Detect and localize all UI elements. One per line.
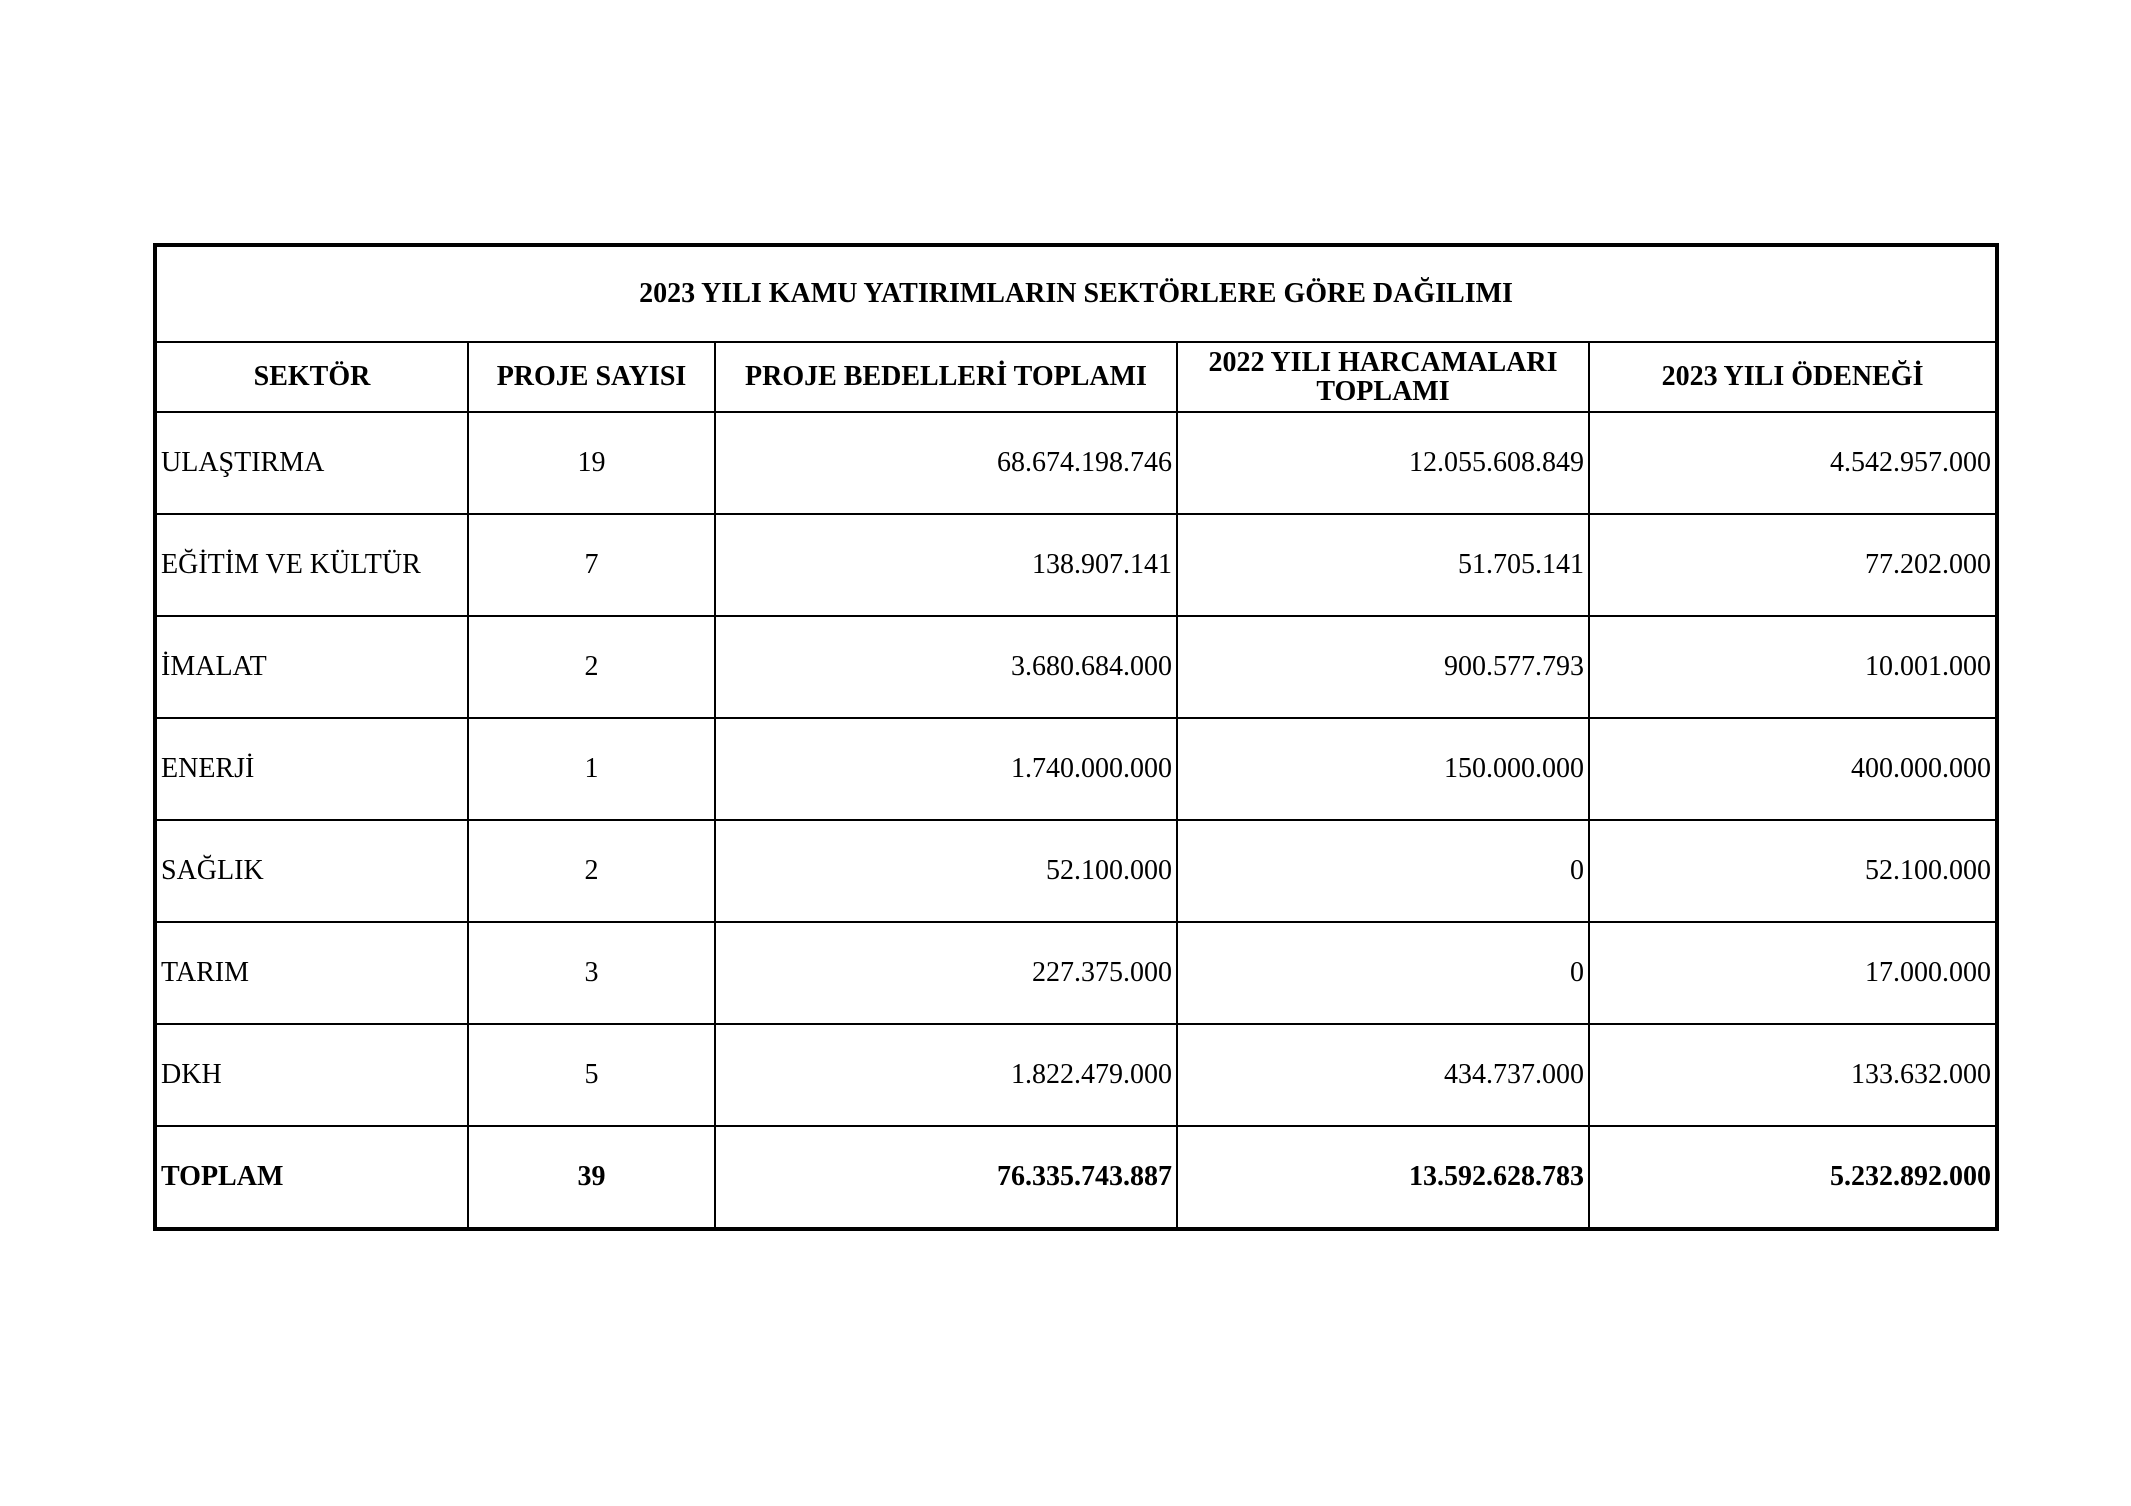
table-header-row (155, 342, 1997, 412)
cell-project-cost-total: 1.740.000.000 (715, 718, 1177, 820)
table-row (155, 616, 1997, 718)
cell-project-cost-total: 1.822.479.000 (715, 1024, 1177, 1126)
table-title-row (155, 245, 1997, 342)
cell-project-count: 5 (468, 1024, 715, 1126)
table-row (155, 514, 1997, 616)
cell-project-count: 7 (468, 514, 715, 616)
table-row (155, 1024, 1997, 1126)
cell-project-count: 2 (468, 616, 715, 718)
cell-spending-2022: 51.705.141 (1177, 514, 1589, 616)
cell-allocation-2023: 4.542.957.000 (1589, 412, 1997, 514)
cell-project-cost-total: 3.680.684.000 (715, 616, 1177, 718)
cell-allocation-2023: 52.100.000 (1589, 820, 1997, 922)
header-project-count: PROJE SAYISI (468, 342, 715, 412)
header-spending-2022-line2: TOPLAMI (1316, 376, 1450, 407)
cell-project-count: 2 (468, 820, 715, 922)
total-allocation-2023: 5.232.892.000 (1589, 1126, 1997, 1229)
cell-sector: SAĞLIK (155, 820, 468, 922)
cell-spending-2022: 900.577.793 (1177, 616, 1589, 718)
header-spending-2022-line1: 2022 YILI HARCAMALARI (1208, 346, 1558, 378)
cell-spending-2022: 12.055.608.849 (1177, 412, 1589, 514)
cell-sector: ULAŞTIRMA (155, 412, 468, 514)
cell-allocation-2023: 400.000.000 (1589, 718, 1997, 820)
cell-sector: DKH (155, 1024, 468, 1126)
cell-allocation-2023: 17.000.000 (1589, 922, 1997, 1024)
cell-allocation-2023: 77.202.000 (1589, 514, 1997, 616)
header-sector: SEKTÖR (155, 342, 468, 412)
table-row (155, 412, 1997, 514)
cell-sector: EĞİTİM VE KÜLTÜR (155, 514, 468, 616)
cell-spending-2022: 150.000.000 (1177, 718, 1589, 820)
cell-project-count: 19 (468, 412, 715, 514)
header-allocation-2023: 2023 YILI ÖDENEĞİ (1589, 342, 1997, 412)
cell-sector: İMALAT (155, 616, 468, 718)
header-project-cost-total: PROJE BEDELLERİ TOPLAMI (715, 342, 1177, 412)
cell-allocation-2023: 133.632.000 (1589, 1024, 1997, 1126)
cell-project-cost-total: 138.907.141 (715, 514, 1177, 616)
table-row (155, 922, 1997, 1024)
cell-project-cost-total: 68.674.198.746 (715, 412, 1177, 514)
total-spending-2022: 13.592.628.783 (1177, 1126, 1589, 1229)
total-project-count: 39 (468, 1126, 715, 1229)
cell-spending-2022: 434.737.000 (1177, 1024, 1589, 1126)
cell-project-cost-total: 52.100.000 (715, 820, 1177, 922)
table-title: 2023 YILI KAMU YATIRIMLARIN SEKTÖRLERE GÖRE DAĞILIMI (155, 245, 1997, 342)
cell-project-count: 1 (468, 718, 715, 820)
total-label: TOPLAM (155, 1126, 468, 1229)
cell-sector: ENERJİ (155, 718, 468, 820)
investment-table (153, 243, 1999, 1231)
cell-spending-2022: 0 (1177, 820, 1589, 922)
table-total-row (155, 1126, 1997, 1229)
header-spending-2022 (1177, 342, 1589, 412)
cell-allocation-2023: 10.001.000 (1589, 616, 1997, 718)
document-page (153, 243, 1995, 1231)
total-project-cost: 76.335.743.887 (715, 1126, 1177, 1229)
cell-sector: TARIM (155, 922, 468, 1024)
cell-project-cost-total: 227.375.000 (715, 922, 1177, 1024)
cell-project-count: 3 (468, 922, 715, 1024)
table-row (155, 718, 1997, 820)
cell-spending-2022: 0 (1177, 922, 1589, 1024)
table-row (155, 820, 1997, 922)
